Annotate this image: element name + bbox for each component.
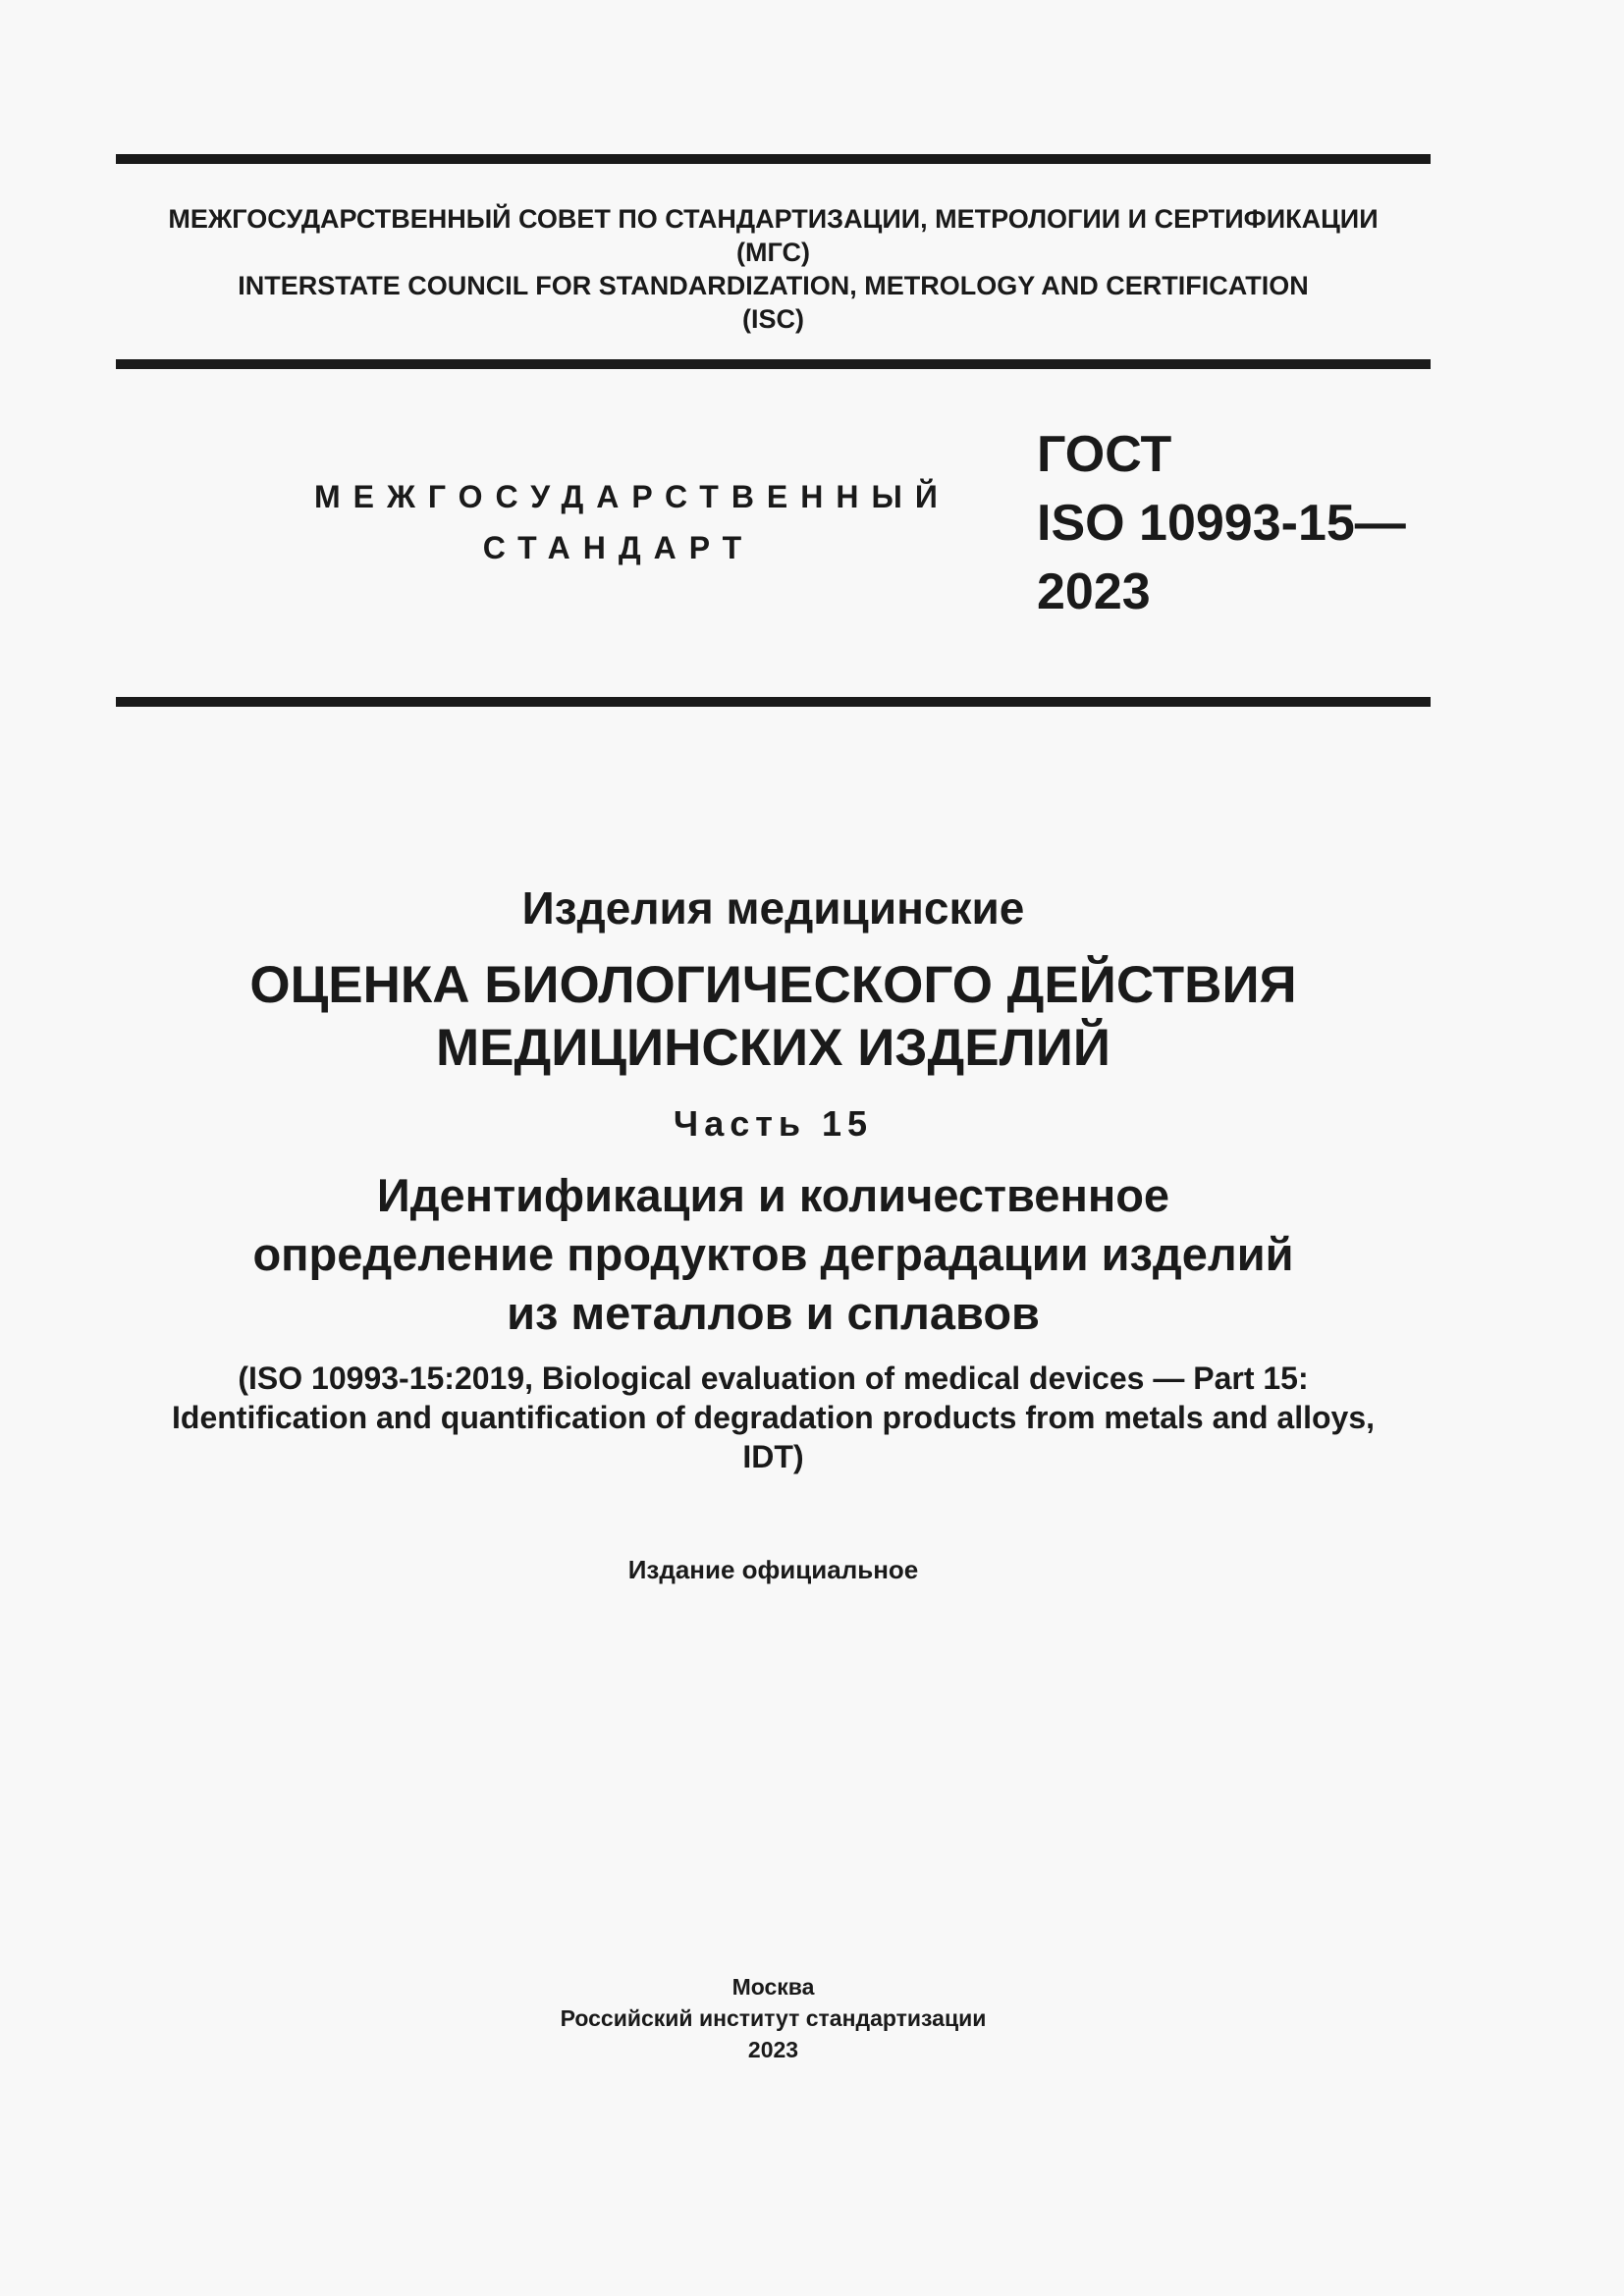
council-abbr-en: (ISC) — [742, 304, 804, 334]
title-sub-line3: из металлов и сплавов — [507, 1287, 1040, 1339]
standard-number-line2: ISO 10993-15— — [1037, 495, 1406, 552]
iso-reference-line3: IDT) — [742, 1439, 804, 1474]
standard-number — [1037, 420, 1406, 626]
title-part — [116, 1101, 1431, 1147]
top-rule — [116, 154, 1431, 164]
title-main — [116, 954, 1431, 1080]
standard-type-line1: МЕЖГОСУДАРСТВЕННЫЙ — [314, 479, 950, 514]
council-abbr-ru: (МГС) — [736, 238, 810, 267]
publisher-year: 2023 — [747, 2037, 799, 2062]
standard-number-line1: ГОСТ — [1037, 426, 1172, 483]
title-part-text: Часть 15 — [673, 1103, 874, 1144]
title-main-line2: МЕДИЦИНСКИХ ИЗДЕЛИЙ — [435, 1019, 1110, 1077]
title-medical-devices — [116, 879, 1431, 937]
title-subtitle — [116, 1166, 1431, 1343]
iso-reference — [116, 1359, 1431, 1476]
publisher-block — [116, 1971, 1431, 2065]
title-medical-text: Изделия медицинские — [521, 882, 1025, 934]
standard-number-line3: 2023 — [1037, 563, 1151, 620]
title-sub-line2: определение продуктов деградации изделий — [252, 1228, 1294, 1280]
header-rule — [116, 359, 1431, 369]
iso-reference-line1: (ISO 10993-15:2019, Biological evaluation of medical devices — Part 15: — [238, 1361, 1309, 1396]
title-main-line1: ОЦЕНКА БИОЛОГИЧЕСКОГО ДЕЙСТВИЯ — [249, 956, 1297, 1014]
council-name-ru: МЕЖГОСУДАРСТВЕННЫЙ СОВЕТ ПО СТАНДАРТИЗАЦИИ, МЕТРОЛОГИИ И СЕРТИФИКАЦИИ — [168, 204, 1379, 234]
standard-type-line2: СТАНДАРТ — [482, 530, 755, 565]
publisher-institute: Российский институт стандартизации — [560, 2005, 987, 2031]
edition-text: Издание официальное — [627, 1555, 919, 1584]
standard-type — [314, 471, 950, 573]
council-name-en: INTERSTATE COUNCIL FOR STANDARDIZATION, METROLOGY AND CERTIFICATION — [238, 271, 1309, 300]
iso-reference-line2: Identification and quantification of degradation products from metals and alloys, — [172, 1400, 1375, 1435]
council-header — [116, 202, 1431, 336]
publisher-city: Москва — [731, 1974, 815, 2000]
title-sub-line1: Идентификация и количественное — [376, 1169, 1170, 1221]
designation-rule — [116, 697, 1431, 707]
edition-note — [116, 1553, 1431, 1586]
